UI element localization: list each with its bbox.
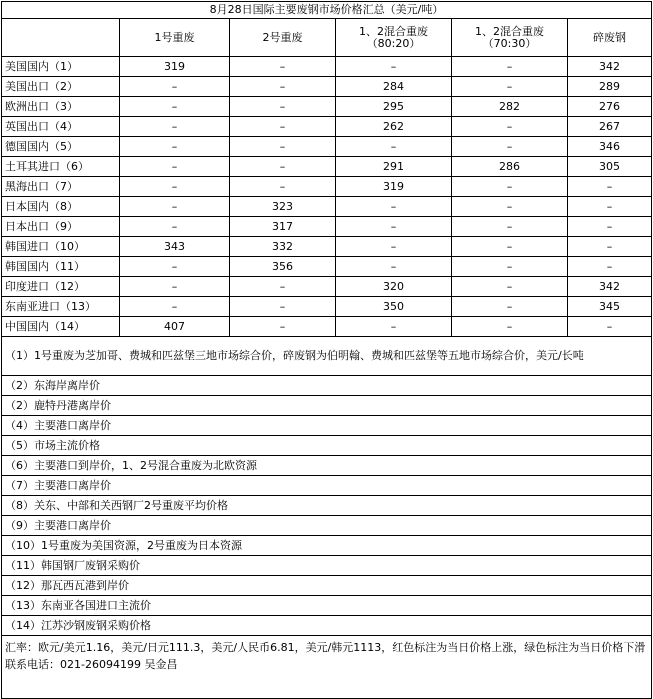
market-cell: 中国国内（14） [2, 317, 120, 337]
market-cell: 英国出口（4） [2, 117, 120, 137]
note-text: （7）主要港口离岸价 [2, 476, 652, 496]
note-text: （5）市场主流价格 [2, 436, 652, 456]
note-text: （1）1号重废为芝加哥、费城和匹兹堡三地市场综合价，碎废钢为伯明翰、费城和匹兹堡等五地市场综合价，美元/长吨 [2, 337, 652, 376]
note-row [2, 616, 652, 636]
price-cell: – [120, 197, 230, 217]
scrap-price-table [1, 1, 652, 699]
price-cell: 291 [336, 157, 452, 177]
market-cell: 美国出口（2） [2, 77, 120, 97]
note-text: （4）主要港口离岸价 [2, 416, 652, 436]
price-cell: – [452, 57, 568, 77]
table-row [2, 317, 652, 337]
note-text: （6）主要港口到岸价，1、2号混合重废为北欧资源 [2, 456, 652, 476]
note-text: （2）鹿特丹港离岸价 [2, 396, 652, 416]
price-cell: – [336, 197, 452, 217]
price-cell: 276 [568, 97, 652, 117]
price-cell: 289 [568, 77, 652, 97]
price-cell: 317 [230, 217, 336, 237]
header-shredded: 碎废钢 [568, 19, 652, 57]
price-cell: 332 [230, 237, 336, 257]
title-row [2, 2, 652, 19]
price-cell: 342 [568, 277, 652, 297]
note-text: （13）东南亚各国进口主流价 [2, 596, 652, 616]
price-cell: – [230, 277, 336, 297]
price-cell: 284 [336, 77, 452, 97]
market-cell: 韩国进口（10） [2, 237, 120, 257]
price-cell: – [568, 317, 652, 337]
price-cell: – [230, 157, 336, 177]
table-row [2, 197, 652, 217]
price-cell: – [230, 77, 336, 97]
table-row [2, 237, 652, 257]
exchange-rates-text: 汇率：欧元/美元1.16，美元/日元111.3，美元/人民币6.81，美元/韩元1113，红色标注为当日价格上涨，绿色标注为当日价格下滑 [5, 641, 646, 654]
price-cell: – [452, 77, 568, 97]
price-cell: 305 [568, 157, 652, 177]
price-cell: – [336, 317, 452, 337]
header-market [2, 19, 120, 57]
note-row [2, 596, 652, 616]
header-row [2, 19, 652, 57]
price-cell: – [230, 117, 336, 137]
note-row [2, 337, 652, 376]
price-cell: 262 [336, 117, 452, 137]
price-cell: – [120, 277, 230, 297]
price-cell: – [452, 317, 568, 337]
market-cell: 东南亚进口（13） [2, 297, 120, 317]
price-cell: – [120, 97, 230, 117]
note-row [2, 476, 652, 496]
price-cell: – [336, 137, 452, 157]
price-cell: – [568, 257, 652, 277]
price-cell: – [230, 297, 336, 317]
price-cell: 286 [452, 157, 568, 177]
price-cell: 282 [452, 97, 568, 117]
table-row [2, 217, 652, 237]
market-cell: 美国国内（1） [2, 57, 120, 77]
price-cell: – [120, 177, 230, 197]
price-cell: 295 [336, 97, 452, 117]
note-row [2, 536, 652, 556]
note-row [2, 396, 652, 416]
price-cell: 342 [568, 57, 652, 77]
note-row [2, 376, 652, 396]
price-cell: – [120, 297, 230, 317]
price-cell: 356 [230, 257, 336, 277]
note-row [2, 456, 652, 476]
price-cell: – [568, 177, 652, 197]
price-cell: – [452, 257, 568, 277]
market-cell: 土耳其进口（6） [2, 157, 120, 177]
market-cell: 印度进口（12） [2, 277, 120, 297]
price-cell: 407 [120, 317, 230, 337]
price-cell: – [452, 137, 568, 157]
price-cell: – [568, 197, 652, 217]
price-cell: 320 [336, 277, 452, 297]
note-text: （8）关东、中部和关西钢厂2号重废平均价格 [2, 496, 652, 516]
table-row [2, 97, 652, 117]
note-text: （10）1号重废为美国资源，2号重废为日本资源 [2, 536, 652, 556]
note-row [2, 556, 652, 576]
table-row [2, 297, 652, 317]
header-mix-80-20: 1、2混合重废 （80:20） [336, 19, 452, 57]
market-cell: 日本国内（8） [2, 197, 120, 217]
table-row [2, 157, 652, 177]
market-cell: 德国国内（5） [2, 137, 120, 157]
header-hms1: 1号重废 [120, 19, 230, 57]
price-cell: – [452, 217, 568, 237]
footer-cell [2, 636, 652, 699]
price-cell: 323 [230, 197, 336, 217]
table-row [2, 177, 652, 197]
price-cell: 267 [568, 117, 652, 137]
price-cell: – [452, 197, 568, 217]
note-text: （14）江苏沙钢废钢采购价格 [2, 616, 652, 636]
price-cell: – [336, 237, 452, 257]
price-cell: – [230, 137, 336, 157]
footer-row [2, 636, 652, 699]
note-text: （12）那瓦西瓦港到岸价 [2, 576, 652, 596]
note-row [2, 436, 652, 456]
price-cell: – [452, 237, 568, 257]
table-row [2, 117, 652, 137]
price-cell: 345 [568, 297, 652, 317]
price-cell: 350 [336, 297, 452, 317]
price-cell: – [336, 57, 452, 77]
header-hms2: 2号重废 [230, 19, 336, 57]
price-cell: – [120, 77, 230, 97]
market-cell: 日本出口（9） [2, 217, 120, 237]
table-row [2, 137, 652, 157]
price-cell: 343 [120, 237, 230, 257]
price-cell: 319 [336, 177, 452, 197]
note-text: （11）韩国钢厂废钢采购价 [2, 556, 652, 576]
price-cell: – [568, 237, 652, 257]
price-cell: – [120, 137, 230, 157]
price-cell: – [230, 317, 336, 337]
table-row [2, 77, 652, 97]
price-cell: – [120, 157, 230, 177]
price-cell: – [568, 217, 652, 237]
price-cell: – [452, 117, 568, 137]
table-row [2, 57, 652, 77]
price-cell: – [120, 217, 230, 237]
market-cell: 欧洲出口（3） [2, 97, 120, 117]
price-cell: – [120, 117, 230, 137]
price-cell: – [452, 177, 568, 197]
market-cell: 韩国国内（11） [2, 257, 120, 277]
price-cell: – [336, 257, 452, 277]
header-mix-70-30: 1、2混合重废 （70:30） [452, 19, 568, 57]
note-row [2, 496, 652, 516]
price-cell: – [336, 217, 452, 237]
note-text: （2）东海岸离岸价 [2, 376, 652, 396]
price-cell: – [120, 257, 230, 277]
contact-text: 联系电话：021-26094199 吴金昌 [5, 658, 178, 671]
price-cell: – [452, 277, 568, 297]
price-cell: – [230, 177, 336, 197]
note-text: （9）主要港口离岸价 [2, 516, 652, 536]
note-row [2, 416, 652, 436]
price-cell: 319 [120, 57, 230, 77]
note-row [2, 576, 652, 596]
market-cell: 黑海出口（7） [2, 177, 120, 197]
price-cell: – [452, 297, 568, 317]
price-cell: – [230, 57, 336, 77]
table-title: 8月28日国际主要废钢市场价格汇总（美元/吨） [2, 2, 652, 19]
price-cell: 346 [568, 137, 652, 157]
note-row [2, 516, 652, 536]
price-cell: – [230, 97, 336, 117]
table-row [2, 277, 652, 297]
table-row [2, 257, 652, 277]
